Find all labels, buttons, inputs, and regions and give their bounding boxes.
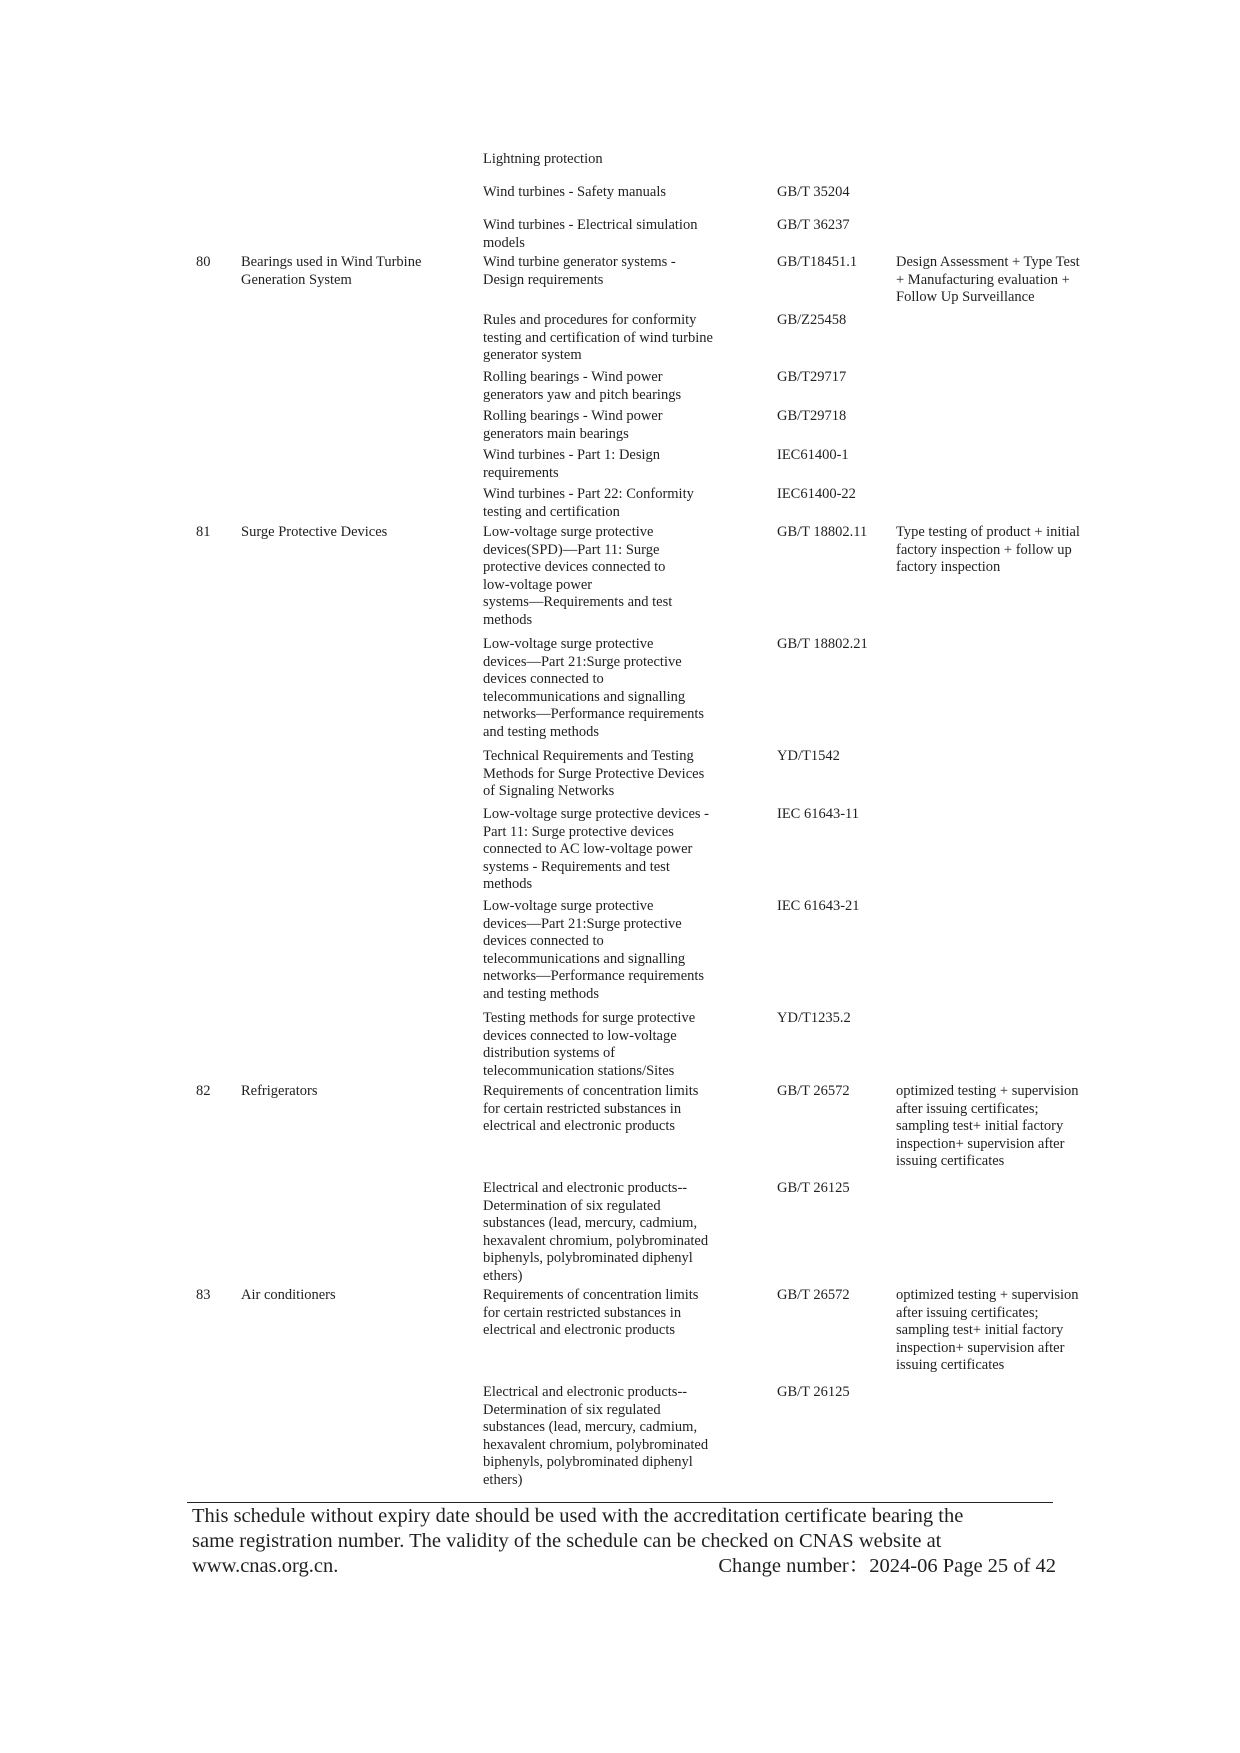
standard-name: Wind turbines - Safety manuals [483,184,667,200]
standard-name: Low-voltage surge protective devices - Part 11: Surge protective devices connected to AC low-voltage power systems - Requirements and test methods [483,806,710,893]
standard-name: Lightning protection [483,151,603,167]
standard-code: GB/T 26125 [777,1180,850,1196]
product-name: Air conditioners [241,1287,336,1303]
standard-code: YD/T1235.2 [777,1010,851,1026]
standard-name: Electrical and electronic products-- Determination of six regulated substances (lead, mercury, cadmium, hexavalent chromium, polybrominated biphenyls, polybrominated diphenyl ethers) [483,1384,709,1488]
certification-mode: Type testing of product + initial factory inspection + follow up factory inspection [896,524,1080,576]
standard-name: Requirements of concentration limits for certain restricted substances in electrical and electronic products [483,1083,699,1135]
footer [192,1504,1056,1579]
product-name: Refrigerators [241,1083,318,1099]
standard-code: IEC61400-1 [777,447,849,463]
product-name: Surge Protective Devices [241,524,388,540]
cnas-website-link[interactable]: www.cnas.org.cn. [192,1555,339,1577]
footer-divider [187,1502,1053,1503]
standard-code: GB/T 35204 [777,184,850,200]
standard-code: IEC 61643-21 [777,898,860,914]
standard-code: GB/T 18802.21 [777,636,868,652]
certification-mode: optimized testing + supervision after issuing certificates; sampling test+ initial factory inspection+ supervision after issuing certificates [896,1083,1079,1170]
change-number: Change number：2024-06 Page 25 of 42 [718,1555,1056,1577]
standard-name: Wind turbines - Part 1: Design requirements [483,447,661,481]
standard-code: GB/T 36237 [777,217,850,233]
item-number: 83 [196,1287,211,1303]
standard-name: Wind turbines - Part 22: Conformity testing and certification [483,486,694,520]
standard-name: Wind turbine generator systems - Design requirements [483,254,676,288]
standard-code: GB/Z25458 [777,312,847,328]
standard-name: Requirements of concentration limits for certain restricted substances in electrical and electronic products [483,1287,699,1339]
standard-code: GB/T18451.1 [777,254,858,270]
standard-code: GB/T 26125 [777,1384,850,1400]
standard-name: Low-voltage surge protective devices—Part 21:Surge protective devices connected to telecommunications and signalling networks—Performance requirements and testing methods [483,636,705,740]
footer-line-2: same registration number. The validity of the schedule can be checked on CNAS website at [192,1530,942,1552]
standard-name: Electrical and electronic products-- Determination of six regulated substances (lead, mercury, cadmium, hexavalent chromium, polybrominated biphenyls, polybrominated diphenyl ethers) [483,1180,709,1284]
certification-mode: Design Assessment + Type Test + Manufacturing evaluation + Follow Up Surveillance [896,254,1080,306]
standard-code: GB/T 26572 [777,1083,850,1099]
standard-name: Wind turbines - Electrical simulation models [483,217,698,251]
standard-code: GB/T29717 [777,369,847,385]
product-name: Bearings used in Wind Turbine Generation System [241,254,422,288]
standard-name: Rolling bearings - Wind power generators main bearings [483,408,663,442]
certification-mode: optimized testing + supervision after issuing certificates; sampling test+ initial factory inspection+ supervision after issuing certificates [896,1287,1079,1374]
standard-code: GB/T 18802.11 [777,524,868,540]
footer-line-1: This schedule without expiry date should be used with the accreditation certificate bearing the [192,1505,964,1527]
standard-code: IEC 61643-11 [777,806,860,822]
standard-code: IEC61400-22 [777,486,856,502]
standard-name: Low-voltage surge protective devices(SPD)—Part 11: Surge protective devices connected to low-voltage power systems—Requirements and test methods [483,524,673,628]
standard-name: Rolling bearings - Wind power generators yaw and pitch bearings [483,369,682,403]
standard-code: GB/T 26572 [777,1287,850,1303]
standard-code: YD/T1542 [777,748,840,764]
standard-code: GB/T29718 [777,408,847,424]
standard-name: Low-voltage surge protective devices—Part 21:Surge protective devices connected to telecommunications and signalling networks—Performance requirements and testing methods [483,898,705,1002]
item-number: 80 [196,254,211,270]
item-number: 81 [196,524,211,540]
standard-name: Technical Requirements and Testing Methods for Surge Protective Devices of Signaling Networks [483,748,705,800]
item-number: 82 [196,1083,211,1099]
standard-name: Testing methods for surge protective devices connected to low-voltage distribution systems of telecommunication stations/Sites [483,1010,696,1079]
footer-line-3 [192,1554,1056,1579]
standard-name: Rules and procedures for conformity testing and certification of wind turbine generator system [483,312,713,364]
